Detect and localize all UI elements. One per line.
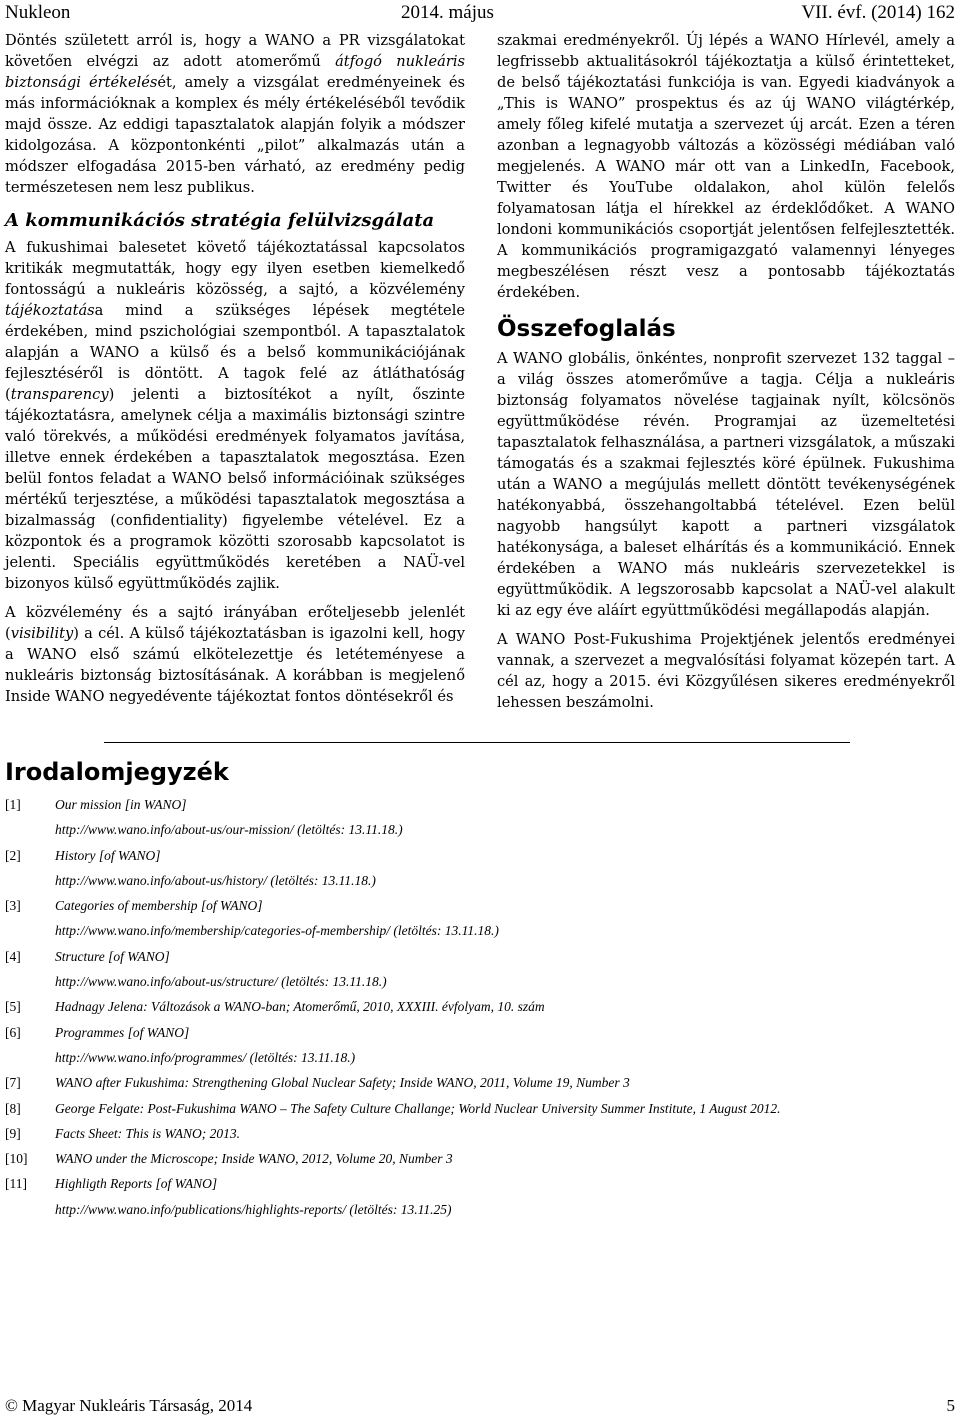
reference-item [5,1074,955,1099]
reference-number: [9] [5,1125,21,1141]
reference-text: Categories of membership [of WANO] [55,898,263,914]
left-column [5,30,465,715]
paragraph: A WANO Post-Fukushima Projektjének jelentős eredményei vannak, a szervezet a megvalósítási folyamat közepén tart. A cél az, hogy a 2015. évi Közgyűlésen sikeres eredményekről lehessen beszámolni. [497,631,955,711]
reference-item [5,1125,955,1150]
reference-text: http://www.wano.info/publications/highlights-reports/ (letöltés: 13.11.25) [55,1201,452,1217]
reference-number: [1] [5,797,21,812]
reference-text: Programmes [of WANO] [55,1024,190,1040]
reference-item [5,897,955,922]
reference-url [5,922,955,947]
reference-number: [4] [5,948,21,964]
reference-url [5,821,955,846]
reference-url [5,1049,955,1074]
reference-number: [7] [5,1075,21,1091]
reference-text: http://www.wano.info/about-us/history/ (letöltés: 13.11.18.) [55,872,376,888]
reference-number: [10] [5,1151,28,1167]
reference-text: Facts Sheet: This is WANO; 2013. [55,1125,241,1141]
reference-text: Structure [of WANO] [55,948,170,964]
reference-text: Highligth Reports [of WANO] [55,1176,218,1192]
reference-url [5,872,955,897]
reference-number: [8] [5,1100,21,1116]
reference-item [5,847,955,872]
reference-item [5,1150,955,1175]
reference-text: George Felgate: Post-Fukushima WANO – The Safety Culture Challange; World Nuclear University Summer Institute, 1 August 2012. [55,1100,781,1116]
reference-item [5,796,955,821]
section-heading: A kommunikációs stratégia felülvizsgálata [5,210,435,231]
reference-text: WANO after Fukushima: Strengthening Global Nuclear Safety; Inside WANO, 2011, Volume 19, Number 3 [55,1075,630,1091]
reference-text: WANO under the Microscope; Inside WANO, 2012, Volume 20, Number 3 [55,1151,453,1167]
reference-text: http://www.wano.info/programmes/ (letöltés: 13.11.18.) [55,1049,356,1065]
paragraph: Döntés született arról is, hogy a WANO a PR vizsgálatokat követően elvégzi az adott atomerőmű átfogó nukleáris biztonsági értékelését, amely a vizsgálat eredményeinek és más információknak a komplex és mély értékeléséből tevődik majd össze. Az eddigi tapasztalatok alapján folyik a módszer kidolgozása. A központonkénti „pilot” alkalmazás után a módszer elfogadása 2015-ben várható, az eredmény pedig természetesen nem lesz publikus. [5,32,465,196]
reference-item [5,1100,955,1125]
divider [104,742,850,743]
reference-item [5,998,955,1023]
reference-text: Hadnagy Jelena: Változások a WANO-ban; Atomerőmű, 2010, XXXIII. évfolyam, 10. szám [55,999,545,1015]
journal-name: Nukleon [5,2,71,23]
right-column [497,30,955,721]
reference-url [5,973,955,998]
reference-text: Our mission [in WANO] [55,797,187,812]
page-number: 5 [946,1396,955,1415]
reference-url [5,1201,955,1226]
copyright: © Magyar Nukleáris Társaság, 2014 [5,1396,253,1415]
reference-number: [11] [5,1176,27,1192]
paragraph: A WANO globális, önkéntes, nonprofit szervezet 132 taggal – a világ összes atomerőműve a tagja. Célja a nukleáris biztonság folyamatos növelése tagjainak nyílt, kölcsönös együttműködése révén. Programjai az üzemeltetési tapasztalatok felhasználása, a partneri vizsgálatok, a műszaki támogatás és a szakmai fejlesztés köré épülnek. Fukushima után a WANO a megújulás mellett döntött tevékenységének hatékonyabbá, összehangoltabbá tételével. Ezen belül nagyobb hangsúlyt kapott a partneri vizsgálatok hatékonysága, a baleset elhárítás és a kommunikáció. Ennek érdekében a WANO más nukleáris szervezetekkel is együttműködik. A legszorosabb kapcsolat a NAÜ-vel alakult ki az egy éve aláírt együttműködési megállapodás alapján. [497,350,955,619]
summary-heading: Összefoglalás [497,316,676,342]
reference-text: http://www.wano.info/about-us/structure/ (letöltés: 13.11.18.) [55,974,387,990]
paragraph: szakmai eredményekről. Új lépés a WANO Hírlevél, amely a legfrissebb aktualitásokról tájékoztatja a külső érintetteket, de belső tájékoztatási funkciója is van. Egyedi kiadványok a „This is WANO” prospektus és az új WANO világtérkép, amely főleg kifelé mutatja a szervezet új arcát. Ezen a téren azonban a legnagyobb változás a közösségi médiában való megjelenés. A WANO már ott van a LinkedIn, Facebook, Twitter és YouTube oldalakon, ahol külön felelős folyamatosan látja el hírekkel az érdeklődőket. A WANO londoni kommunikációs csoportját jelentősen felfejlesztették. A kommunikációs programigazgató valamennyi lényeges megbeszélésen részt vesz a pontosabb tájékoztatás érdekében. [497,32,955,301]
reference-item [5,1175,955,1200]
paragraph: A közvélemény és a sajtó irányában erőteljesebb jelenlét (visibility) a cél. A külső tájékoztatásban is igazolni kell, hogy a WANO első számú elkötelezettje és letéteményese a nukleáris biztonság biztosításának. A korábban is megjelenő Inside WANO negyedévente tájékoztat fontos döntésekről és [5,604,465,705]
references-title: Irodalomjegyzék [5,758,229,786]
reference-item [5,1024,955,1049]
reference-number: [6] [5,1024,21,1040]
reference-number: [5] [5,999,21,1015]
page-header [0,0,960,26]
reference-text: http://www.wano.info/about-us/our-mission/ (letöltés: 13.11.18.) [55,822,403,838]
reference-text: http://www.wano.info/membership/categories-of-membership/ (letöltés: 13.11.18.) [55,923,499,939]
paragraph: A fukushimai balesetet követő tájékoztatással kapcsolatos kritikák megmutatták, hogy egy ilyen esetben kiemelkedő fontosságú a nukleáris közösség, a sajtó, a közvélemény tájékoztatása mind a szükséges lépések megtétele érdekében, mind pszichológiai szempontból. A tapasztalatok alapján a WANO a külső és a belső kommunikációjának fejlesztéséről is döntött. A tagok felé az átláthatóság (transparency) jelenti a biztosítékot a nyílt, őszinte tájékoztatásra, amelynek célja a maximális biztonsági szintre való törekvés, a működési eredmények folyamatos javítása, illetve ennek érdekében a tapasztalatok megosztása. Ezen belül fontos feladat a WANO belső információinak szükséges mértékű terjesztése, a működési tapasztalatok megosztása a bizalmasság (confidentiality) figyelembe vételével. Ez a központok és a programok közötti szorosabb kapcsolatot is jelenti. Speciális együttműködés keretében a NAÜ-vel bizonyos külső együttműködés zajlik. [5,239,465,592]
issue-date: 2014. május [401,2,494,23]
reference-item [5,948,955,973]
references-list [5,796,955,1226]
volume-info: VII. évf. (2014) 162 [801,2,955,23]
page-footer [5,1396,955,1416]
reference-text: History [of WANO] [55,847,161,863]
reference-number: [2] [5,847,21,863]
reference-number: [3] [5,898,21,914]
